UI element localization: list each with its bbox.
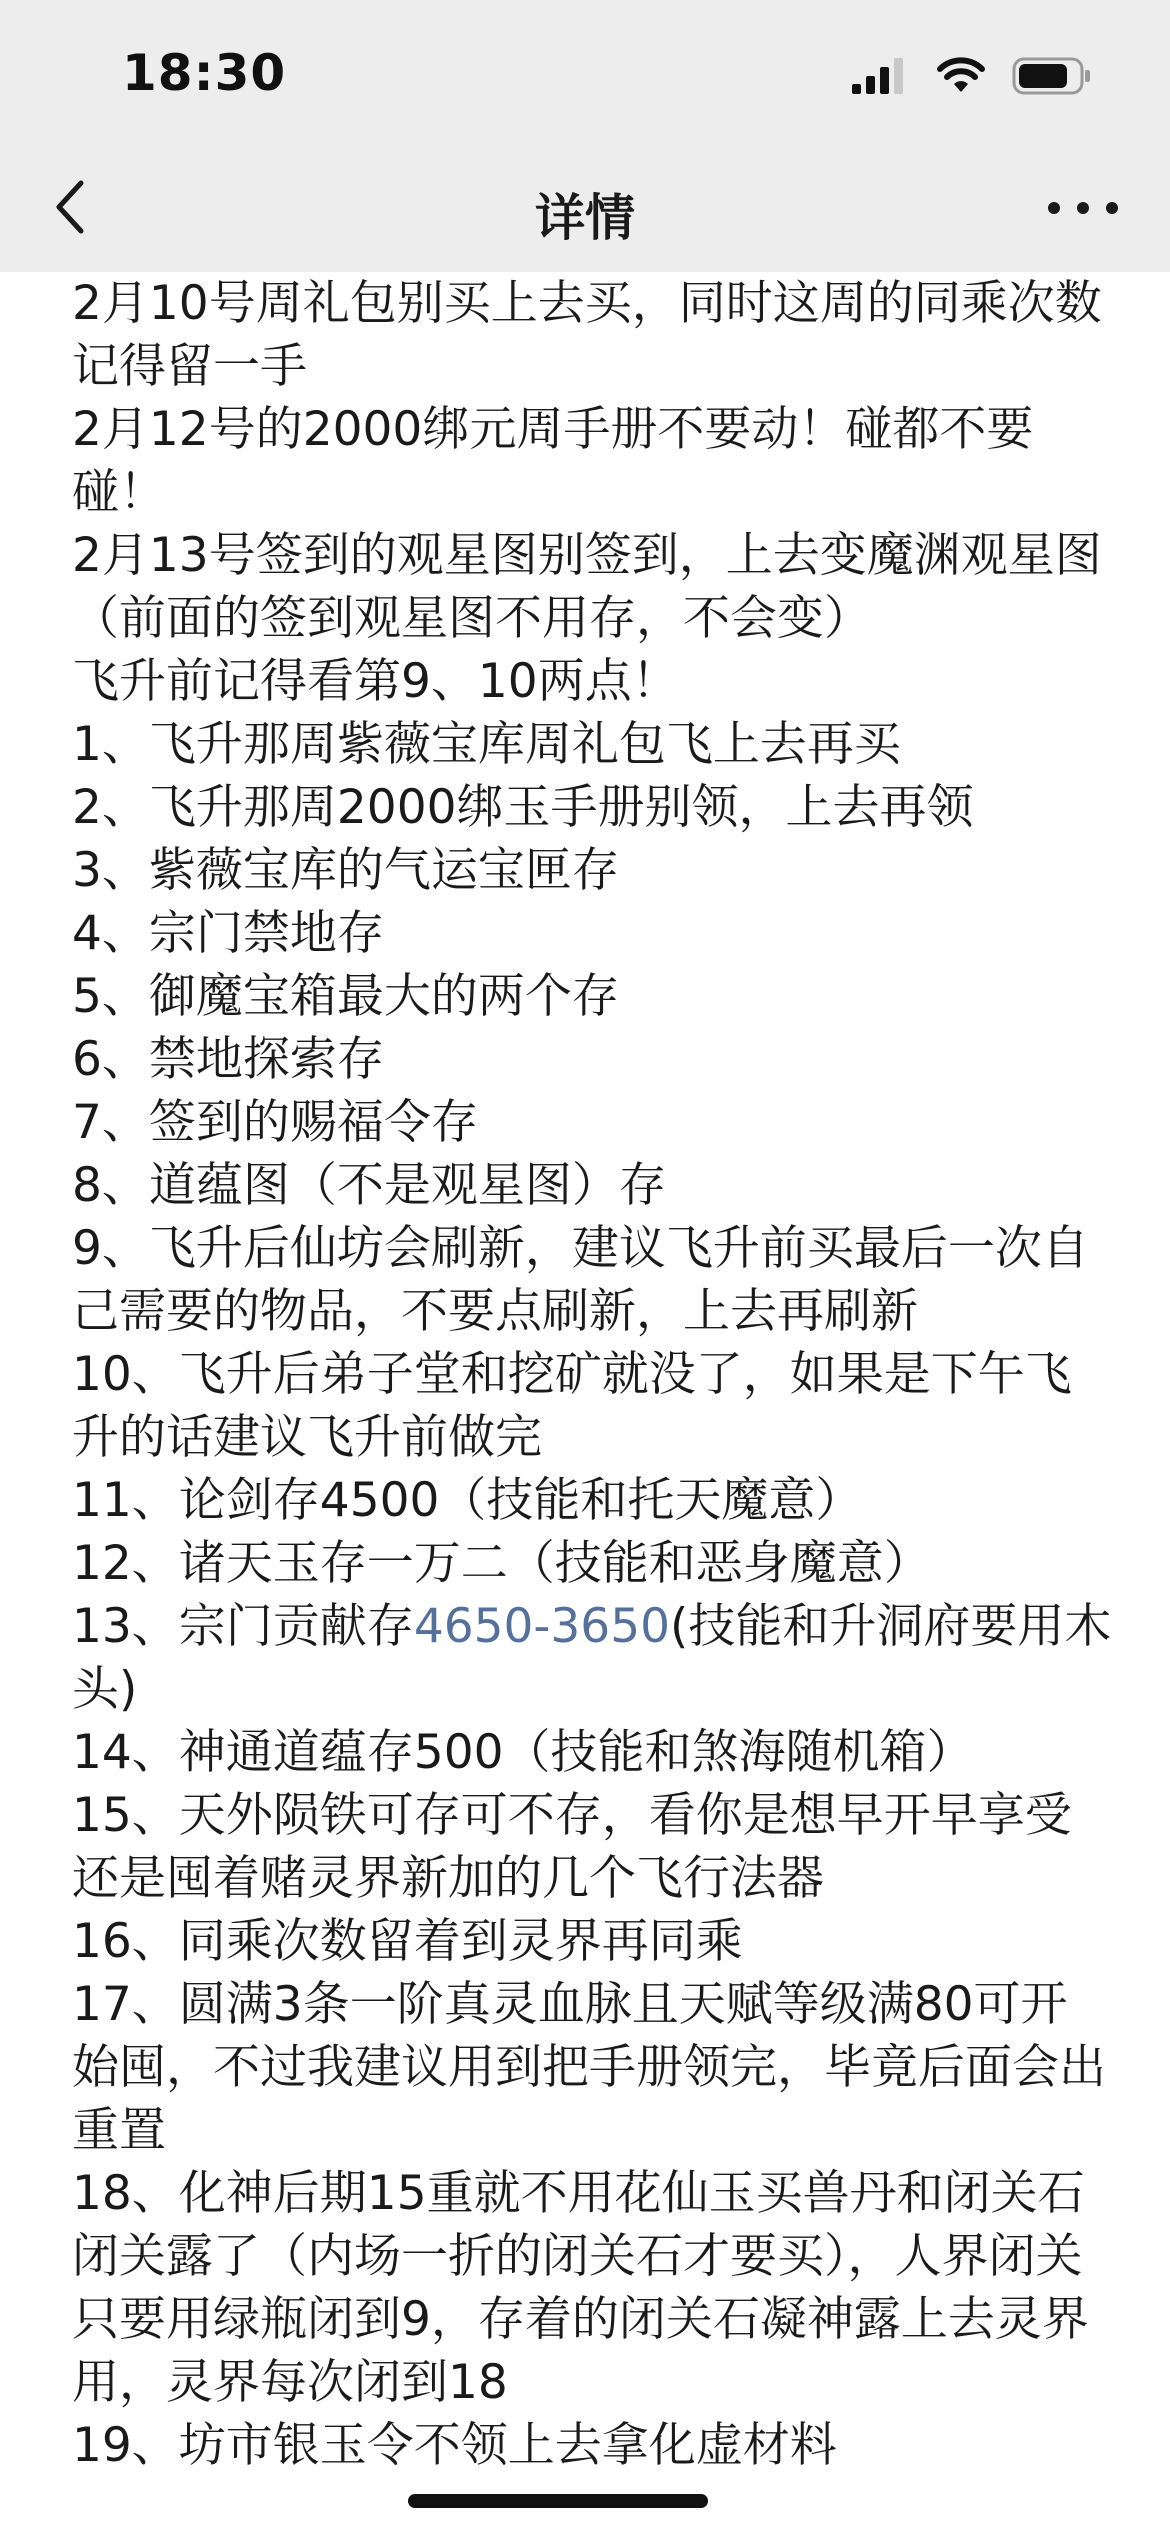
status-icons xyxy=(850,56,1092,96)
list-item: 17、圆满3条一阶真灵血脉且天赋等级满80可开始囤，不过我建议用到把手册领完，毕竟后面会出重置 xyxy=(72,1977,1106,2158)
article-body xyxy=(72,272,1112,2477)
article-paragraph: 2月10号周礼包别买上去买，同时这周的同乘次数记得留一手 xyxy=(72,276,1102,394)
list-item: 19、坊市银玉令不领上去拿化虚材料 xyxy=(72,2418,837,2473)
wifi-icon xyxy=(936,56,986,96)
list-item: 14、神通道蕴存500（技能和煞海随机箱） xyxy=(72,1725,974,1780)
list-item-text: (技能和升洞府要用木头) xyxy=(72,1599,1112,1717)
list-item: 18、化神后期15重就不用花仙玉买兽丹和闭关石闭关露了（内场一折的闭关石才要买），人界闭关只要用绿瓶闭到9，存着的闭关石凝神露上去灵界用，灵界每次闭到18 xyxy=(72,2166,1089,2410)
nav-bar xyxy=(0,150,1170,272)
list-item: 3、紫薇宝库的气运宝匣存 xyxy=(72,843,619,898)
list-item: 7、签到的赐福令存 xyxy=(72,1095,478,1150)
status-bar xyxy=(0,0,1170,150)
article-paragraph: 飞升前记得看第9、10两点！ xyxy=(72,654,679,709)
status-time: 18:30 xyxy=(122,44,287,102)
list-item: 8、道蕴图（不是观星图）存 xyxy=(72,1158,666,1213)
list-item: 12、诸天玉存一万二（技能和恶身魔意） xyxy=(72,1536,931,1591)
list-item: 16、同乘次数留着到灵界再同乘 xyxy=(72,1914,743,1969)
home-indicator[interactable] xyxy=(408,2494,708,2508)
list-item-text: 13、宗门贡献存 xyxy=(72,1599,414,1654)
signal-icon xyxy=(850,56,910,96)
more-icon[interactable] xyxy=(1048,186,1118,230)
list-item: 10、飞升后弟子堂和挖矿就没了，如果是下午飞升的话建议飞升前做完 xyxy=(72,1347,1072,1465)
list-item: 6、禁地探索存 xyxy=(72,1032,384,1087)
list-item: 4、宗门禁地存 xyxy=(72,906,384,961)
list-item: 9、飞升后仙坊会刷新，建议飞升前买最后一次自己需要的物品，不要点刷新，上去再刷新 xyxy=(72,1221,1089,1339)
list-item: 1、飞升那周紫薇宝库周礼包飞上去再买 xyxy=(72,717,901,772)
list-item xyxy=(72,1595,1112,1721)
list-item: 15、天外陨铁可存可不存，看你是想早开早享受还是囤着赌灵界新加的几个飞行法器 xyxy=(72,1788,1072,1906)
list-item: 2、飞升那周2000绑玉手册别领，上去再领 xyxy=(72,780,974,835)
phone-number-link[interactable]: 4650-3650 xyxy=(413,1599,670,1654)
article-paragraph: 2月12号的2000绑元周手册不要动！碰都不要碰！ xyxy=(72,402,1034,520)
page-title: 详情 xyxy=(535,189,635,247)
list-item: 11、论剑存4500（技能和托天魔意） xyxy=(72,1473,863,1528)
battery-icon xyxy=(1012,56,1092,96)
list-item: 5、御魔宝箱最大的两个存 xyxy=(72,969,619,1024)
article-paragraph: 2月13号签到的观星图别签到，上去变魔渊观星图（前面的签到观星图不用存，不会变） xyxy=(72,528,1102,646)
header xyxy=(0,0,1170,272)
